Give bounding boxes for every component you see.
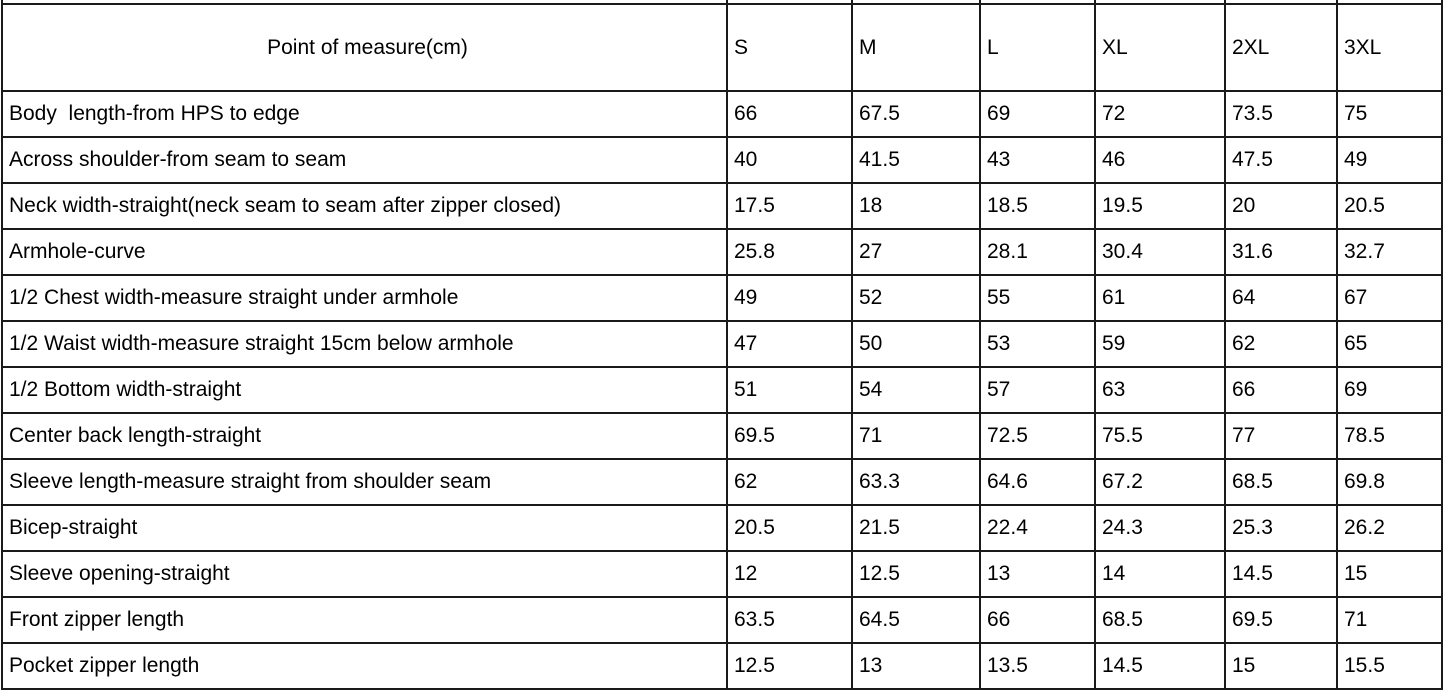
table-row <box>2 183 1442 229</box>
size-value-cell: 63 <box>1095 367 1225 413</box>
size-value-cell: 25.8 <box>727 229 852 275</box>
size-value-cell: 15 <box>1337 551 1442 597</box>
size-value-cell: 64.6 <box>980 459 1095 505</box>
size-value-cell: 15.5 <box>1337 643 1442 689</box>
measure-header-cell: Point of measure(cm) <box>2 4 727 91</box>
size-value-cell: 13 <box>980 551 1095 597</box>
size-value-cell: 55 <box>980 275 1095 321</box>
size-value-cell: 27 <box>852 229 980 275</box>
size-value-cell: 49 <box>1337 137 1442 183</box>
size-value-cell: 72 <box>1095 91 1225 137</box>
size-value-cell: 64 <box>1225 275 1337 321</box>
size-value-cell: 18.5 <box>980 183 1095 229</box>
header-row <box>2 4 1442 91</box>
size-value-cell: 15 <box>1225 643 1337 689</box>
table-row <box>2 137 1442 183</box>
size-value-cell: 64.5 <box>852 597 980 643</box>
size-value-cell: 63.5 <box>727 597 852 643</box>
size-column-header-2xl: 2XL <box>1225 4 1337 91</box>
size-value-cell: 12.5 <box>727 643 852 689</box>
size-value-cell: 62 <box>1225 321 1337 367</box>
size-value-cell: 66 <box>980 597 1095 643</box>
size-value-cell: 28.1 <box>980 229 1095 275</box>
size-value-cell: 25.3 <box>1225 505 1337 551</box>
size-value-cell: 62 <box>727 459 852 505</box>
size-value-cell: 22.4 <box>980 505 1095 551</box>
measure-label-cell: 1/2 Chest width-measure straight under armhole <box>2 275 727 321</box>
size-value-cell: 78.5 <box>1337 413 1442 459</box>
size-column-header-s: S <box>727 4 852 91</box>
size-chart-table <box>1 3 1443 690</box>
size-value-cell: 26.2 <box>1337 505 1442 551</box>
size-value-cell: 18 <box>852 183 980 229</box>
table-row <box>2 413 1442 459</box>
size-value-cell: 53 <box>980 321 1095 367</box>
size-value-cell: 12 <box>727 551 852 597</box>
measure-label-cell: Armhole-curve <box>2 229 727 275</box>
size-value-cell: 69 <box>1337 367 1442 413</box>
size-value-cell: 51 <box>727 367 852 413</box>
size-value-cell: 66 <box>727 91 852 137</box>
size-value-cell: 19.5 <box>1095 183 1225 229</box>
measure-label-cell: 1/2 Bottom width-straight <box>2 367 727 413</box>
measure-label-cell: Body length-from HPS to edge <box>2 91 727 137</box>
size-value-cell: 14 <box>1095 551 1225 597</box>
size-value-cell: 69.5 <box>727 413 852 459</box>
size-value-cell: 46 <box>1095 137 1225 183</box>
size-value-cell: 43 <box>980 137 1095 183</box>
table-row <box>2 551 1442 597</box>
size-value-cell: 14.5 <box>1095 643 1225 689</box>
table-row <box>2 597 1442 643</box>
size-value-cell: 13 <box>852 643 980 689</box>
size-value-cell: 59 <box>1095 321 1225 367</box>
size-value-cell: 32.7 <box>1337 229 1442 275</box>
measure-label-cell: Front zipper length <box>2 597 727 643</box>
size-value-cell: 47 <box>727 321 852 367</box>
size-value-cell: 54 <box>852 367 980 413</box>
size-column-header-xl: XL <box>1095 4 1225 91</box>
size-value-cell: 75 <box>1337 91 1442 137</box>
size-value-cell: 52 <box>852 275 980 321</box>
size-value-cell: 49 <box>727 275 852 321</box>
size-value-cell: 24.3 <box>1095 505 1225 551</box>
size-value-cell: 67 <box>1337 275 1442 321</box>
size-value-cell: 14.5 <box>1225 551 1337 597</box>
measure-label-cell: Pocket zipper length <box>2 643 727 689</box>
measure-label-cell: Sleeve length-measure straight from shoulder seam <box>2 459 727 505</box>
size-value-cell: 67.2 <box>1095 459 1225 505</box>
table-row <box>2 459 1442 505</box>
size-value-cell: 61 <box>1095 275 1225 321</box>
table-row <box>2 321 1442 367</box>
size-value-cell: 20.5 <box>727 505 852 551</box>
size-value-cell: 40 <box>727 137 852 183</box>
table-row <box>2 367 1442 413</box>
measure-label-cell: Neck width-straight(neck seam to seam after zipper closed) <box>2 183 727 229</box>
size-value-cell: 50 <box>852 321 980 367</box>
size-value-cell: 47.5 <box>1225 137 1337 183</box>
size-value-cell: 21.5 <box>852 505 980 551</box>
table-row <box>2 91 1442 137</box>
size-value-cell: 69 <box>980 91 1095 137</box>
measure-label-cell: Bicep-straight <box>2 505 727 551</box>
size-value-cell: 68.5 <box>1095 597 1225 643</box>
size-value-cell: 17.5 <box>727 183 852 229</box>
size-value-cell: 67.5 <box>852 91 980 137</box>
table-row <box>2 643 1442 689</box>
table-row <box>2 229 1442 275</box>
size-value-cell: 31.6 <box>1225 229 1337 275</box>
size-chart-body <box>2 91 1442 689</box>
size-value-cell: 75.5 <box>1095 413 1225 459</box>
size-value-cell: 12.5 <box>852 551 980 597</box>
table-row <box>2 505 1442 551</box>
size-value-cell: 71 <box>1337 597 1442 643</box>
table-row <box>2 275 1442 321</box>
size-value-cell: 69.8 <box>1337 459 1442 505</box>
size-value-cell: 20 <box>1225 183 1337 229</box>
size-value-cell: 69.5 <box>1225 597 1337 643</box>
measure-label-cell: Across shoulder-from seam to seam <box>2 137 727 183</box>
size-value-cell: 72.5 <box>980 413 1095 459</box>
size-value-cell: 57 <box>980 367 1095 413</box>
size-value-cell: 30.4 <box>1095 229 1225 275</box>
size-value-cell: 63.3 <box>852 459 980 505</box>
size-value-cell: 73.5 <box>1225 91 1337 137</box>
size-value-cell: 65 <box>1337 321 1442 367</box>
size-value-cell: 71 <box>852 413 980 459</box>
size-value-cell: 13.5 <box>980 643 1095 689</box>
size-column-header-3xl: 3XL <box>1337 4 1442 91</box>
size-value-cell: 41.5 <box>852 137 980 183</box>
size-column-header-m: M <box>852 4 980 91</box>
measure-label-cell: Center back length-straight <box>2 413 727 459</box>
size-column-header-l: L <box>980 4 1095 91</box>
measure-label-cell: 1/2 Waist width-measure straight 15cm below armhole <box>2 321 727 367</box>
size-value-cell: 68.5 <box>1225 459 1337 505</box>
size-value-cell: 20.5 <box>1337 183 1442 229</box>
measure-label-cell: Sleeve opening-straight <box>2 551 727 597</box>
size-value-cell: 77 <box>1225 413 1337 459</box>
size-value-cell: 66 <box>1225 367 1337 413</box>
